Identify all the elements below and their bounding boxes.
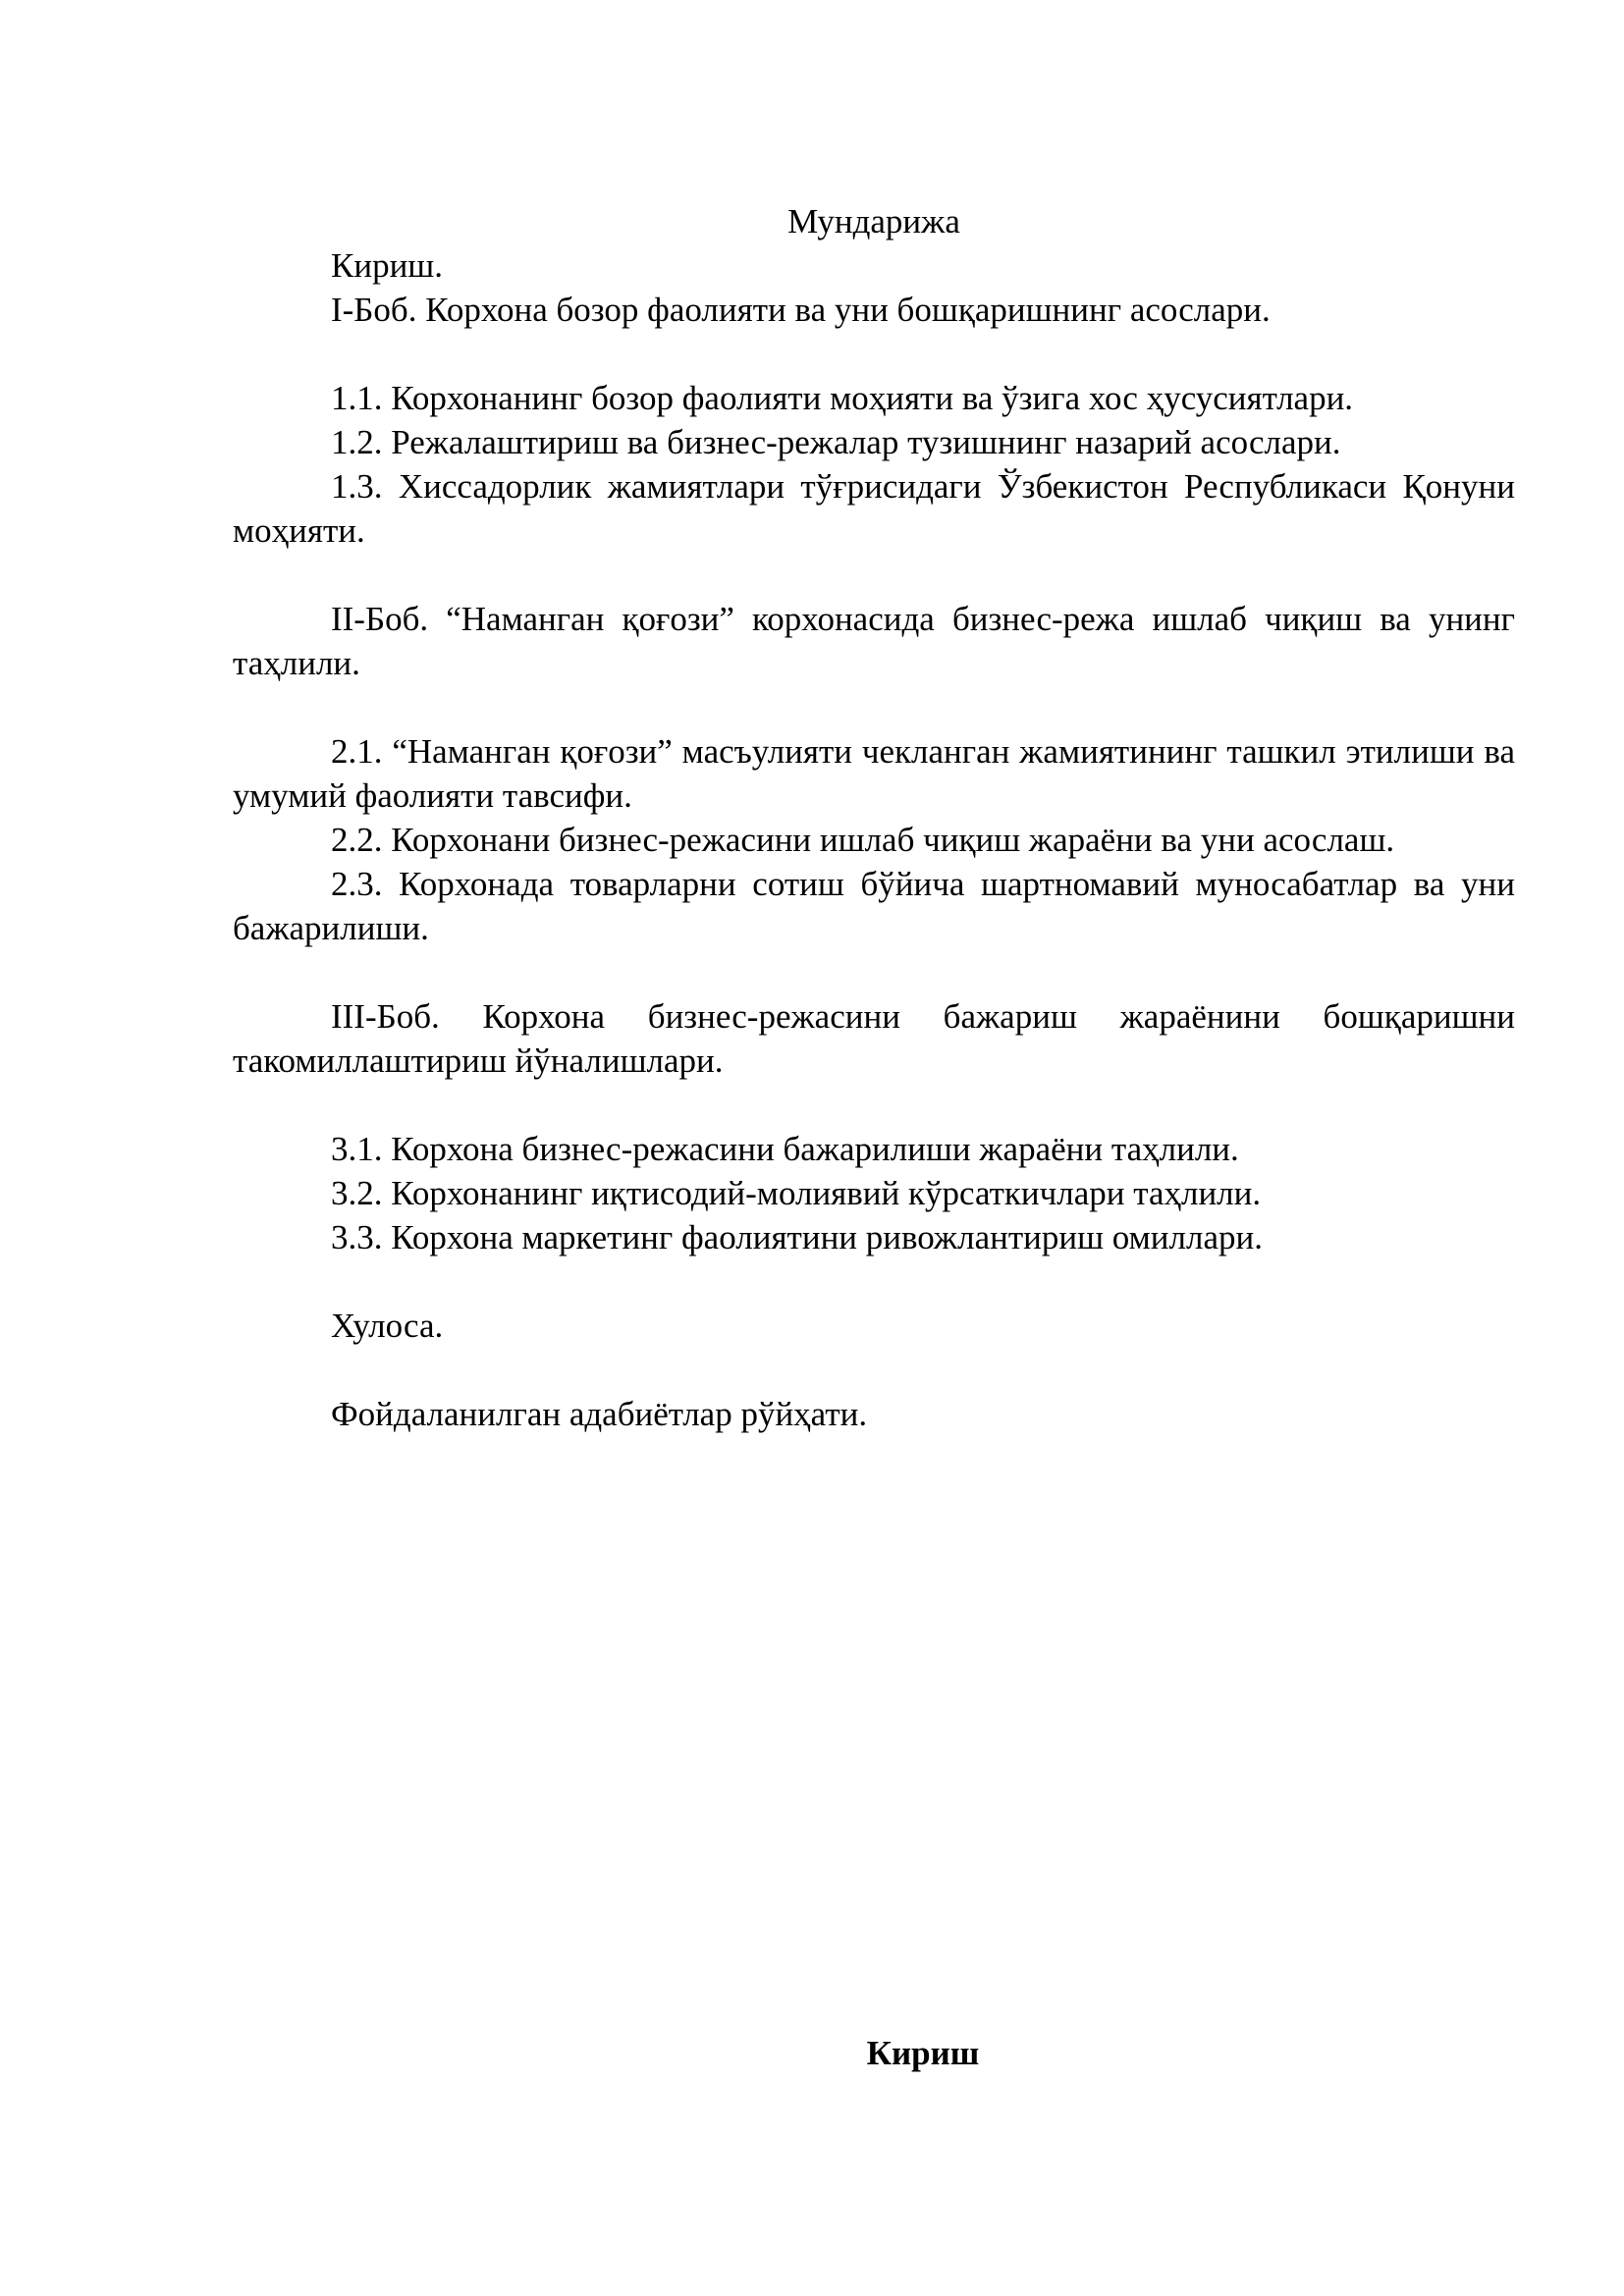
toc-section-2-1: 2.1. “Наманган қоғози” масъулияти чекланган жамиятининг ташкил этилиши ва умумий фаолияти тавсифи.	[233, 732, 1515, 815]
toc-conclusion: Хулоса.	[331, 1307, 444, 1345]
toc-section-3-1: 3.1. Корхона бизнес-режасини бажарилиши жараёни таҳлили.	[331, 1130, 1239, 1168]
toc-section-2-2: 2.2. Корхонани бизнес-режасини ишлаб чиқиш жараёни ва уни асослаш.	[331, 821, 1395, 859]
table-of-contents	[233, 243, 1515, 1436]
spacer	[233, 685, 1515, 729]
toc-title: Мундарижа	[787, 202, 960, 240]
introduction-heading: Кириш	[866, 2034, 980, 2072]
toc-references: Фойдаланилган адабиётлар рўйҳати.	[331, 1395, 868, 1433]
toc-section-2-3: 2.3. Корхонада товарларни сотиш бўйича шартномавий муносабатлар ва уни бажарилиши.	[233, 865, 1515, 947]
spacer	[233, 950, 1515, 994]
toc-section-1-1: 1.1. Корхонанинг бозор фаолияти моҳияти ва ўзига хос ҳусусиятлари.	[331, 379, 1354, 417]
spacer	[233, 1348, 1515, 1392]
toc-section-3-2: 3.2. Корхонанинг иқтисодий-молиявий кўрсаткичлари таҳлили.	[331, 1174, 1262, 1212]
toc-chapter-3: III-Боб. Корхона бизнес-режасини бажариш жараёнини бошқаришни такомиллаштириш йўналишлари.	[233, 997, 1515, 1080]
spacer	[233, 1083, 1515, 1127]
toc-section-1-3: 1.3. Хиссадорлик жамиятлари тўғрисидаги Ўзбекистон Республикаси Қонуни моҳияти.	[233, 467, 1515, 550]
spacer	[233, 553, 1515, 597]
toc-intro: Кириш.	[331, 246, 444, 285]
spacer	[233, 1259, 1515, 1304]
spacer	[233, 332, 1515, 376]
toc-chapter-1: I-Боб. Корхона бозор фаолияти ва уни бошқаришнинг асослари.	[331, 291, 1271, 329]
toc-chapter-2: II-Боб. “Наманган қоғози” корхонасида бизнес-режа ишлаб чиқиш ва унинг таҳлили.	[233, 600, 1515, 682]
toc-section-1-2: 1.2. Режалаштириш ва бизнес-режалар тузишнинг назарий асослари.	[331, 423, 1341, 461]
toc-section-3-3: 3.3. Корхона маркетинг фаолиятини ривожлантириш омиллари.	[331, 1218, 1263, 1256]
